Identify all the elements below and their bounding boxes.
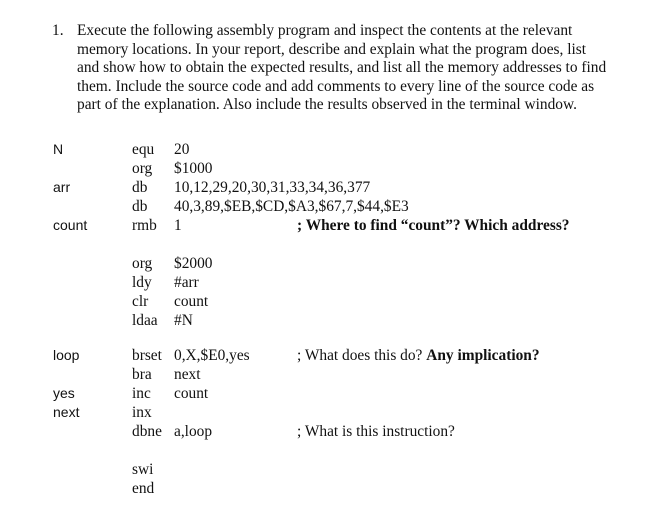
code-opcode: ldaa bbox=[132, 312, 158, 329]
code-operand: 1 bbox=[174, 217, 182, 234]
code-opcode: brset bbox=[132, 347, 162, 364]
code-opcode: swi bbox=[132, 461, 154, 478]
code-comment: ; Where to find “count”? Which address? bbox=[297, 217, 570, 234]
code-operand: next bbox=[174, 366, 201, 383]
code-opcode: rmb bbox=[132, 217, 157, 234]
code-label: next bbox=[53, 404, 80, 420]
code-comment bbox=[297, 346, 540, 365]
code-operand: count bbox=[174, 385, 209, 402]
question-line: part of the explanation. Also include the results observed in the terminal window. bbox=[77, 96, 577, 113]
code-opcode: inx bbox=[132, 404, 152, 421]
code-opcode: dbne bbox=[132, 423, 162, 440]
code-opcode: bra bbox=[132, 366, 152, 383]
code-opcode: equ bbox=[132, 141, 155, 158]
code-opcode: db bbox=[132, 198, 148, 215]
code-label: count bbox=[53, 217, 88, 233]
code-opcode: ldy bbox=[132, 274, 152, 291]
code-label: arr bbox=[53, 179, 71, 195]
code-operand: 20 bbox=[174, 141, 190, 158]
code-operand: #N bbox=[174, 312, 193, 329]
code-operand: 40,3,89,$EB,$CD,$A3,$67,7,$44,$E3 bbox=[174, 198, 409, 215]
code-operand: #arr bbox=[174, 274, 199, 291]
question-line: memory locations. In your report, describe and explain what the program does, list bbox=[77, 40, 587, 58]
code-opcode: end bbox=[132, 480, 155, 497]
question-line: and show how to obtain the expected results, and list all the memory addresses to find bbox=[77, 59, 607, 76]
code-operand: 0,X,$E0,yes bbox=[174, 347, 250, 364]
code-comment-text: ; What does this do? bbox=[297, 347, 427, 364]
code-opcode: org bbox=[132, 160, 153, 177]
code-operand: count bbox=[174, 293, 209, 310]
code-opcode: db bbox=[132, 179, 148, 196]
code-operand: a,loop bbox=[174, 423, 213, 440]
question-line: them. Include the source code and add comments to every line of the source code as bbox=[77, 77, 595, 95]
code-opcode: clr bbox=[132, 293, 149, 310]
code-operand: $2000 bbox=[174, 255, 213, 272]
code-opcode: org bbox=[132, 255, 153, 272]
question-line: Execute the following assembly program and inspect the contents at the relevant bbox=[77, 22, 573, 39]
code-opcode: inc bbox=[132, 385, 151, 402]
question-number: 1. bbox=[52, 22, 64, 39]
code-label: yes bbox=[53, 385, 75, 401]
code-label: N bbox=[53, 141, 64, 157]
code-operand: $1000 bbox=[174, 160, 213, 177]
code-label: loop bbox=[53, 347, 80, 363]
code-comment: ; What is this instruction? bbox=[297, 423, 455, 440]
question-text bbox=[77, 22, 652, 115]
code-comment-emphasis: Any implication? bbox=[426, 347, 540, 364]
code-operand: 10,12,29,20,30,31,33,34,36,377 bbox=[174, 179, 371, 196]
